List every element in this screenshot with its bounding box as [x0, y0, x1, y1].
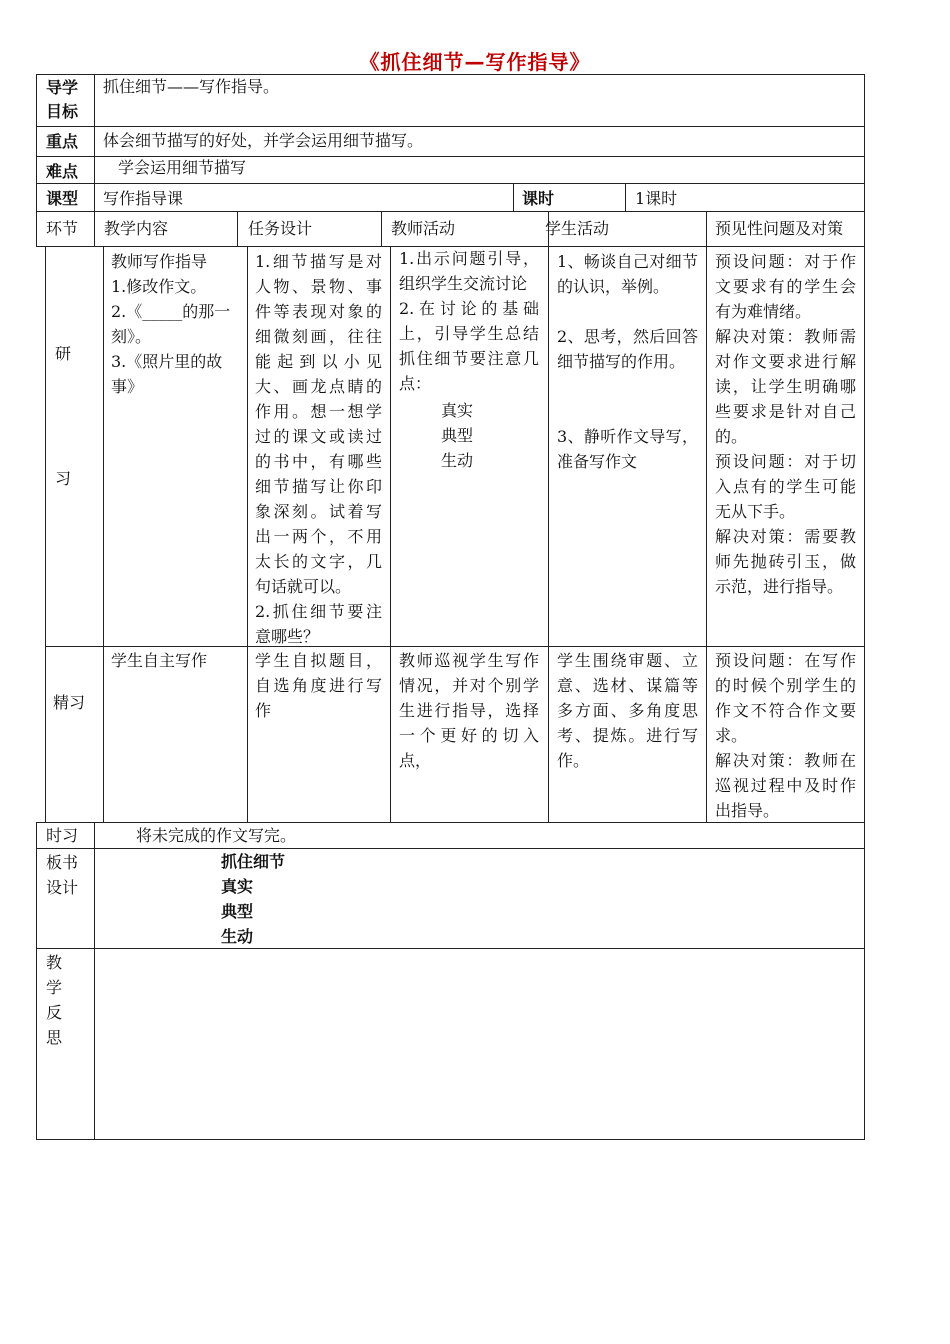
rule	[36, 848, 865, 849]
hours-value: 1课时	[635, 189, 678, 208]
stage-content: 教师写作指导 1.修改作文。 2.《_____的那一刻》。 3.《照片里的故事》	[111, 252, 231, 396]
rule	[625, 183, 626, 212]
key-value: 体会细节描写的好处，并学会运用细节描写。	[103, 131, 424, 150]
homework-value: 将未完成的作文写完。	[136, 826, 297, 845]
rule	[36, 126, 865, 127]
rule	[36, 211, 865, 212]
rule	[864, 74, 865, 1140]
goal-label: 导学 目标	[46, 78, 79, 121]
teacher-point: 生动	[441, 451, 474, 470]
rule	[706, 211, 707, 823]
rule	[45, 646, 865, 647]
stage-student-activity: 学生围绕审题、立意、选材、谋篇等多方面、多角度思考、提炼。进行写作。	[557, 651, 698, 770]
teacher-point: 真实	[441, 401, 474, 420]
rule	[237, 211, 238, 247]
rule	[36, 74, 37, 247]
stage-strategy: 预设问题：在写作的时候个别学生的作文不符合作文要求。 解决对策：教师在巡视过程中及时作出指导。	[715, 651, 856, 820]
difficulty-label: 难点	[46, 162, 79, 181]
rule	[36, 948, 865, 949]
type-value: 写作指导课	[103, 189, 184, 208]
rule	[103, 246, 104, 823]
stage-label: 精习	[53, 693, 86, 712]
column-header-student: 学生活动	[545, 219, 610, 238]
hours-label: 课时	[522, 189, 555, 208]
board-line: 抓住细节	[221, 852, 286, 871]
rule	[94, 822, 95, 1140]
column-header-strategy: 预见性问题及对策	[715, 219, 844, 238]
rule	[45, 246, 46, 823]
stage-task: 学生自拟题目，自选角度进行写作	[255, 651, 382, 720]
key-label: 重点	[46, 132, 79, 151]
reflection-label: 教 学 反 思	[46, 953, 63, 1047]
rule	[94, 74, 95, 247]
column-header-stage: 环节	[46, 219, 79, 238]
column-header-content: 教学内容	[104, 219, 169, 238]
difficulty-value: 学会运用细节描写	[118, 158, 247, 177]
rule	[247, 246, 248, 823]
stage-strategy: 预设问题：对于作文要求有的学生会有为难情绪。 解决对策：教师需对作文要求进行解读，让学生明确哪些要求是针对自己的。 预设问题：对于切入点有的学生可能无从下手。 解决对策：需要教师先抛砖引玉，做示范，进行指导。	[715, 252, 856, 596]
rule	[513, 183, 514, 212]
homework-label: 时习	[46, 826, 79, 845]
board-line: 真实	[221, 877, 254, 896]
goal-value: 抓住细节——写作指导。	[103, 77, 280, 96]
stage-teacher-activity: 教师巡视学生写作情况，并对个别学生进行指导，选择一个更好的切入点，	[399, 651, 539, 770]
rule	[36, 183, 865, 184]
document-title: 《抓住细节—写作指导》	[359, 50, 591, 74]
rule	[381, 211, 382, 247]
rule	[36, 1139, 865, 1140]
rule	[390, 246, 391, 823]
type-label: 课型	[46, 189, 79, 208]
stage-content: 学生自主写作	[111, 651, 208, 670]
stage-task: 1.细节描写是对人物、景物、事件等表现对象的细微刻画，往往能起到以小见大、画龙点睛的作用。想一想学过的课文或读过的书中，有哪些细节描写让你印象深刻。试着写出一两个，不用太长的文字，几句话就可以。 2.抓住细节要注意哪些？	[255, 252, 382, 646]
stage-student-activity: 1、畅谈自己对细节的认识，举例。 2、思考，然后回答细节描写的作用。 3、静听作文导写，准备写作文	[557, 252, 698, 471]
teacher-point: 典型	[441, 426, 474, 445]
rule	[36, 822, 37, 1140]
stage-teacher-activity: 1.出示问题引导，组织学生交流讨论 2.在讨论的基础上，引导学生总结抓住细节要注意几点：	[399, 249, 539, 393]
stage-label: 研 习	[55, 344, 72, 488]
column-header-task: 任务设计	[248, 219, 313, 238]
column-header-teacher: 教师活动	[391, 219, 456, 238]
board-label: 板书 设计	[46, 853, 79, 897]
board-line: 生动	[221, 927, 254, 946]
rule	[548, 211, 549, 823]
board-line: 典型	[221, 902, 254, 921]
